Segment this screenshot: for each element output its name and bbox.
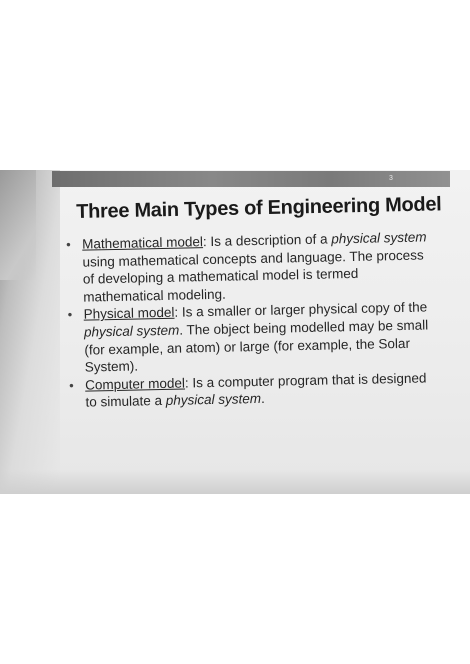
bullet-text: : Is a computer program that is designed to simulate a	[85, 370, 427, 410]
bullet-text: using mathematical concepts and language. The process of developing a mathematical model is termed mathematical modeling.	[82, 247, 424, 305]
term-mathematical-model: Mathematical model	[82, 234, 204, 252]
term-computer-model: Computer model	[84, 375, 186, 393]
bottom-shadow	[0, 470, 470, 494]
bullet-marker: •	[66, 236, 71, 252]
bullet-text: : Is a smaller or larger physical copy of the	[174, 299, 428, 321]
bullet-physical-model	[67, 299, 438, 377]
bullet-marker: •	[68, 377, 74, 393]
left-sheet-edge	[0, 170, 36, 280]
slide-photo	[0, 170, 470, 494]
term-physical-model: Physical model	[83, 305, 175, 323]
bullet-mathematical-model	[66, 228, 437, 306]
italic-phrase: physical system	[331, 229, 427, 247]
italic-phrase: physical system	[165, 391, 262, 409]
bullet-marker: •	[67, 307, 73, 323]
italic-phrase: physical system	[83, 322, 180, 340]
slide-title: Three Main Types of Engineering Model	[76, 193, 442, 223]
bullet-text: .	[260, 391, 265, 407]
bullet-text: . The object being modelled may be small (for example, an atom) or large (for example, the Solar System).	[84, 317, 429, 375]
slide-number: 3	[389, 175, 393, 182]
bullet-computer-model	[69, 369, 440, 412]
bullet-text: : Is a description of a	[202, 231, 332, 250]
bullet-list	[66, 228, 440, 412]
